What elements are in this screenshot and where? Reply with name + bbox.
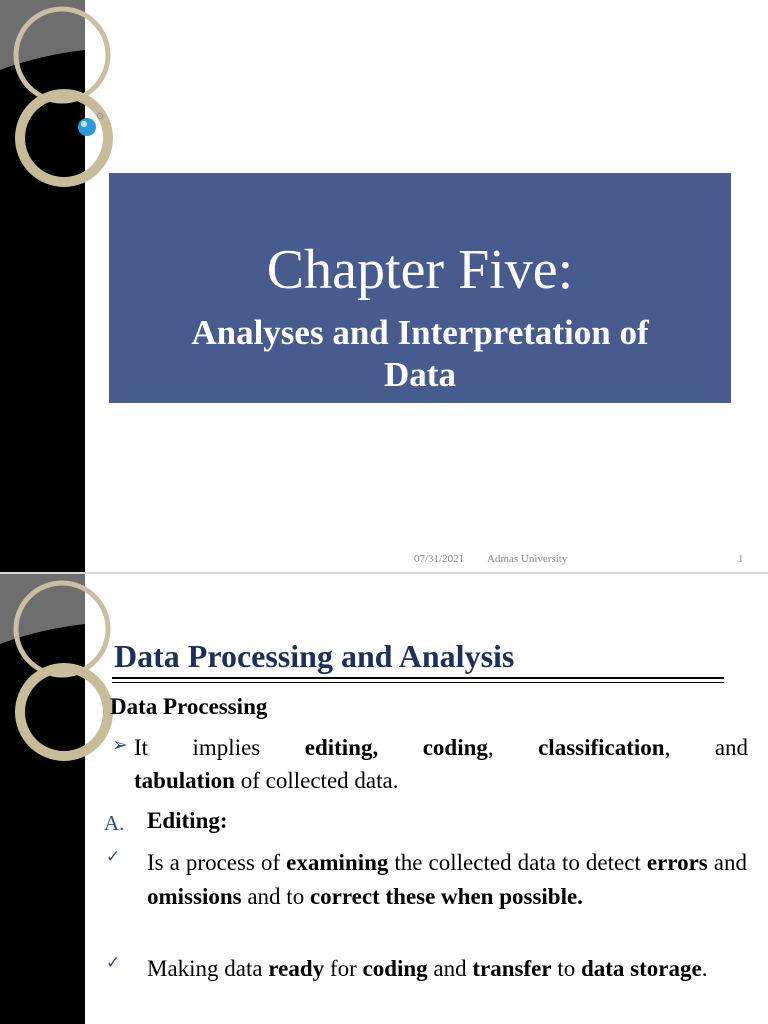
section-label: A. [104, 811, 125, 835]
footer-organization: Admas University [487, 553, 568, 565]
footer-date: 07/31/2021 [414, 553, 465, 565]
subtitle-line-1: Analyses and Interpretation of [191, 313, 649, 352]
ring-decoration [0, 0, 120, 200]
subtitle-line-2: Data [384, 355, 456, 394]
bullet-text-line-2: tabulation of collected data. [134, 768, 399, 793]
arrow-bullet-icon: ➢ [112, 735, 128, 756]
heading-underline [112, 677, 724, 679]
check-item-1: Is a process of examining the collected data to detect errors and omissions and to correct these when possible. [147, 850, 747, 909]
ring-decoration [0, 574, 120, 774]
check-icon: ✓ [106, 847, 121, 866]
check-item-2: Making data ready for coding and transfer to data storage. [147, 956, 708, 981]
subheading: Data Processing [110, 694, 268, 719]
chapter-subtitle [109, 312, 731, 396]
check-icon: ✓ [106, 953, 121, 972]
heading-underline-thin [112, 682, 724, 683]
chapter-title: Chapter Five: [266, 239, 574, 301]
slide-heading: Data Processing and Analysis [114, 638, 515, 674]
slide-number: 1 [738, 553, 744, 565]
section-title: Editing: [147, 808, 228, 833]
bullet-text-line-1: It implies editing, coding, classification, and [134, 735, 749, 760]
